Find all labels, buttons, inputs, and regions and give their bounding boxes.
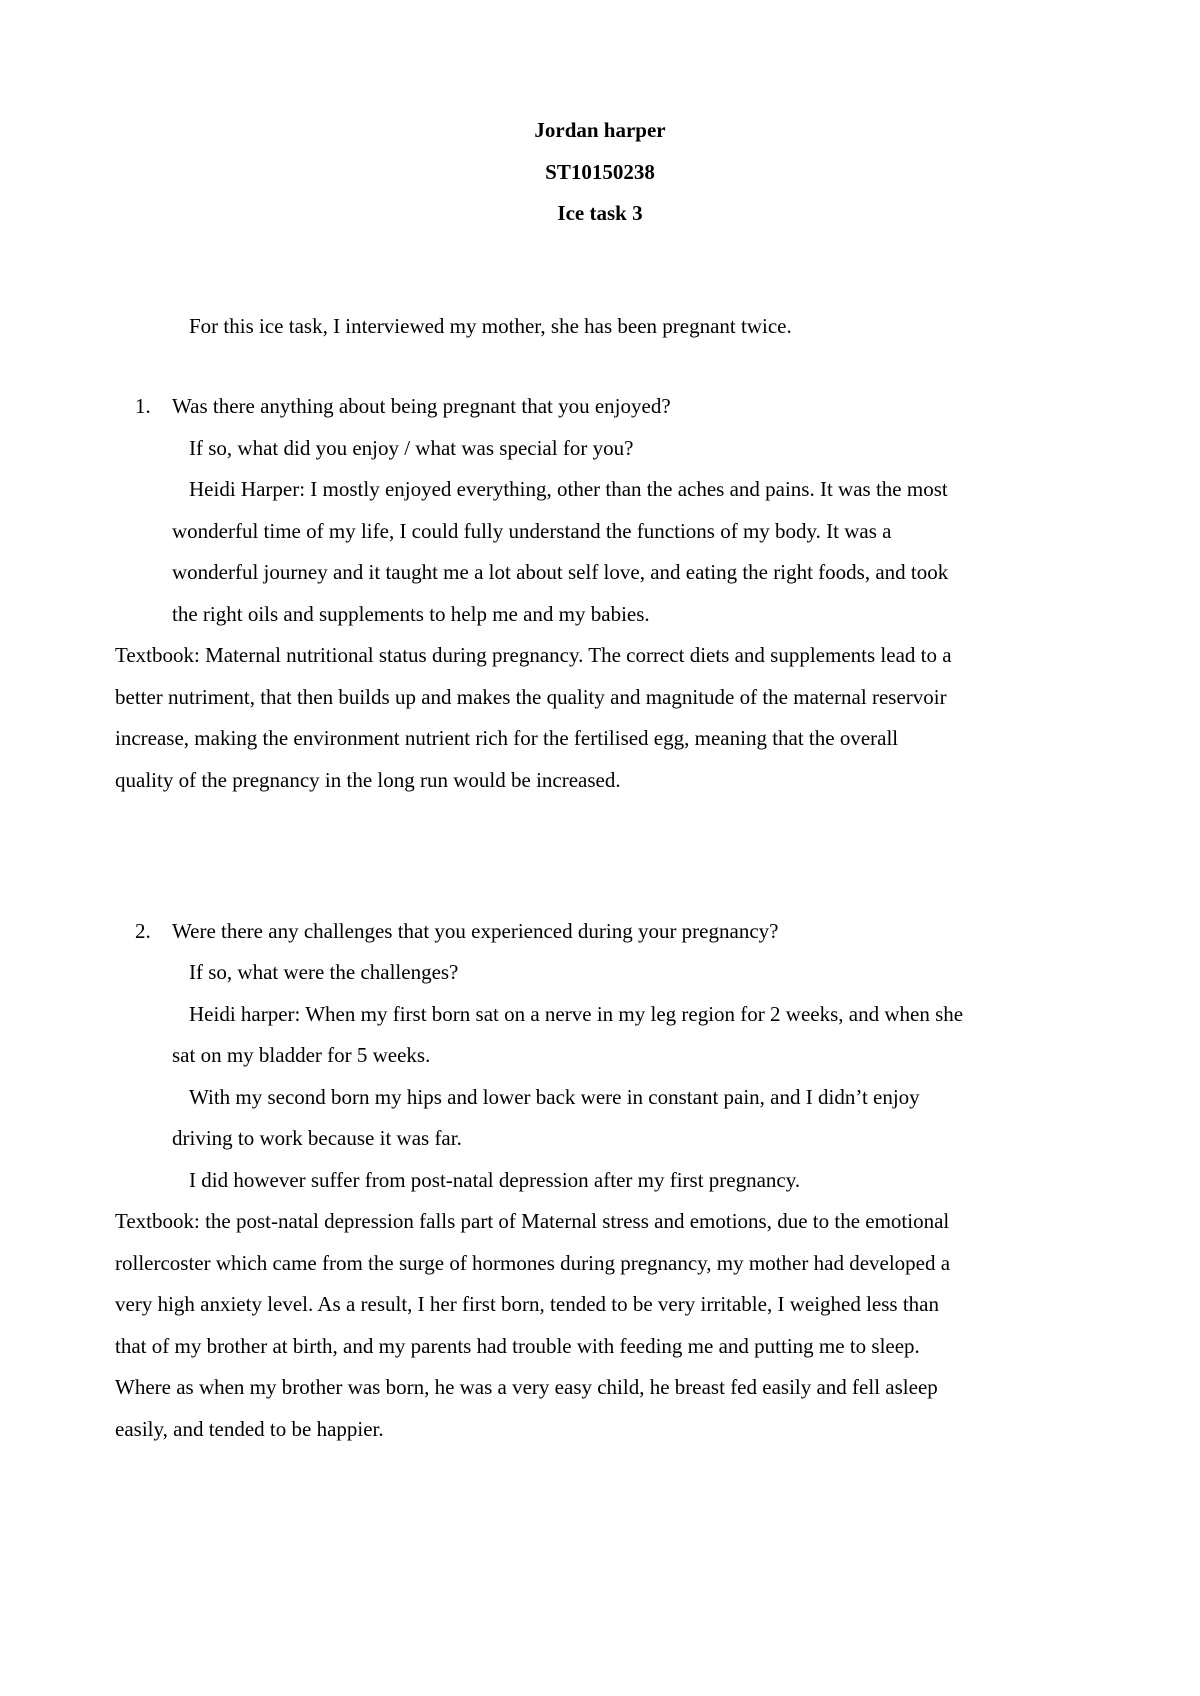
question-1-text: Was there anything about being pregnant that you enjoyed? [172,394,671,418]
task-title: Ice task 3 [557,201,643,225]
intro-paragraph: For this ice task, I interviewed my mother, she has been pregnant twice. [189,314,792,338]
answer-1-line: wonderful journey and it taught me a lot about self love, and eating the right foods, and took [172,560,949,584]
answer-2-line: sat on my bladder for 5 weeks. [172,1043,431,1067]
textbook-2-line: that of my brother at birth, and my parents had trouble with feeding me and putting me to sleep. [115,1334,920,1358]
answer-2-line: I did however suffer from post-natal depression after my first pregnancy. [189,1168,801,1192]
question-2-followup: If so, what were the challenges? [189,960,459,984]
answer-1-line: wonderful time of my life, I could fully understand the functions of my body. It was a [172,519,892,543]
question-2-text: Were there any challenges that you experienced during your pregnancy? [172,919,779,943]
answer-2-line: Heidi harper: When my first born sat on a nerve in my leg region for 2 weeks, and when she [189,1002,964,1026]
textbook-1-line: increase, making the environment nutrient rich for the fertilised egg, meaning that the overall [115,726,899,750]
student-number: ST10150238 [545,160,655,184]
question-2-number: 2. [135,919,151,943]
textbook-2-line: Where as when my brother was born, he was a very easy child, he breast fed easily and fell asleep [115,1375,938,1399]
answer-1-line: the right oils and supplements to help me and my babies. [172,602,650,626]
author-name: Jordan harper [534,118,666,142]
question-1-number: 1. [135,394,151,418]
textbook-2-line: very high anxiety level. As a result, I her first born, tended to be very irritable, I weighed less than [115,1292,940,1316]
textbook-2-line: rollercoster which came from the surge of hormones during pregnancy, my mother had developed a [115,1251,951,1275]
answer-2-line: driving to work because it was far. [172,1126,462,1150]
textbook-2-line: easily, and tended to be happier. [115,1417,384,1441]
answer-2-line: With my second born my hips and lower back were in constant pain, and I didn’t enjoy [189,1085,920,1109]
textbook-1-line: better nutriment, that then builds up and makes the quality and magnitude of the maternal reservoir [115,685,947,709]
answer-1-line: Heidi Harper: I mostly enjoyed everything, other than the aches and pains. It was the most [189,477,948,501]
question-1-followup: If so, what did you enjoy / what was special for you? [189,436,634,460]
textbook-1-line: Textbook: Maternal nutritional status during pregnancy. The correct diets and supplements lead to a [115,643,952,667]
textbook-2-line: Textbook: the post-natal depression falls part of Maternal stress and emotions, due to the emotional [115,1209,950,1233]
textbook-1-line: quality of the pregnancy in the long run would be increased. [115,768,621,792]
